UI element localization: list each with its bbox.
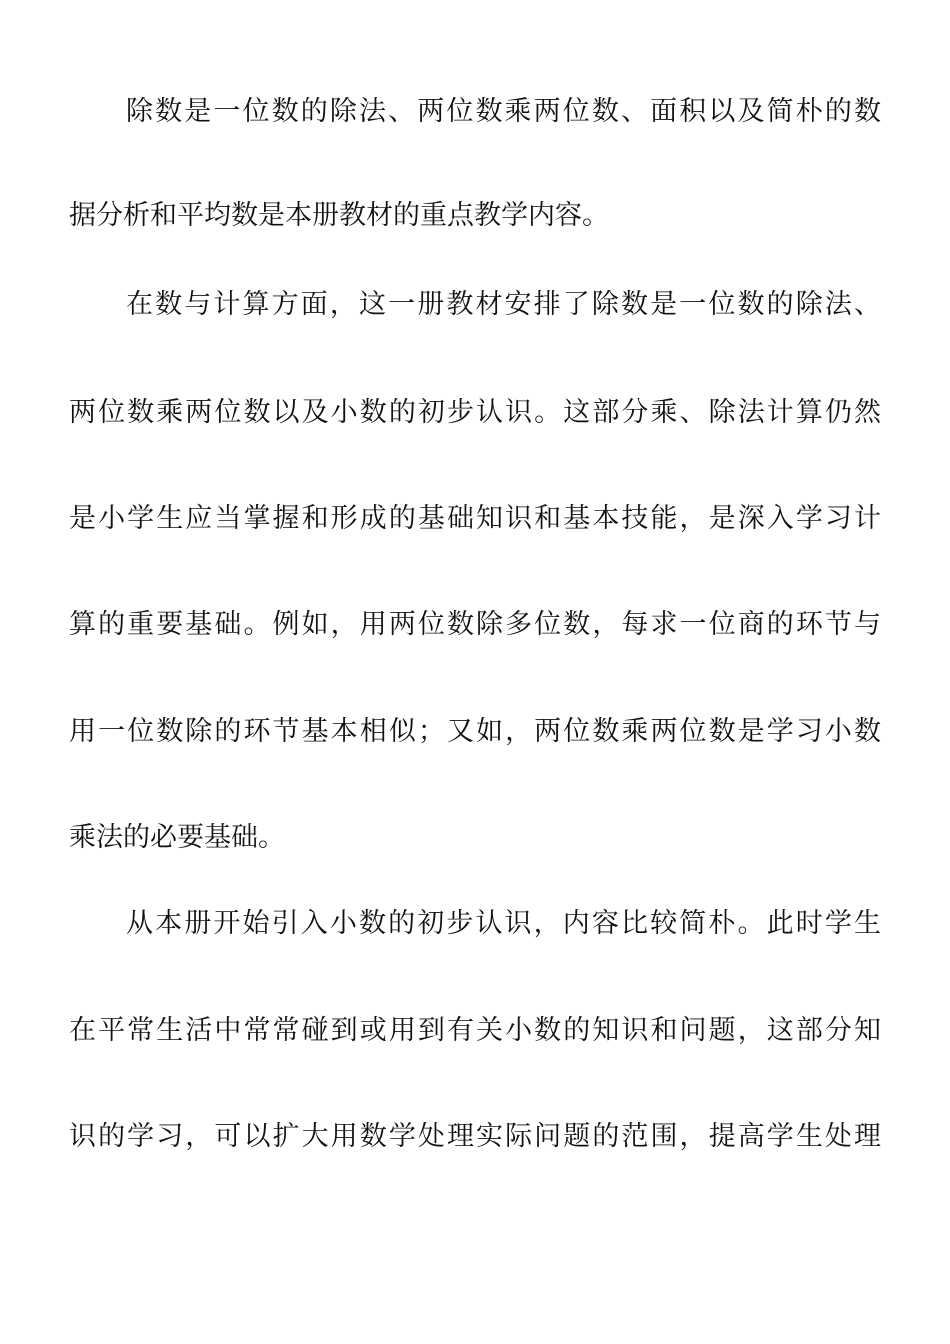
paragraph-line: 从本册开始引入小数的初步认识，内容比较简朴。此时学生 bbox=[126, 908, 881, 939]
paragraph-line: 乘法的必要基础。 bbox=[69, 822, 285, 853]
paragraph-line: 在数与计算方面，这一册教材安排了除数是一位数的除法、 bbox=[126, 289, 881, 320]
paragraph-line: 除数是一位数的除法、两位数乘两位数、面积以及简朴的数 bbox=[126, 96, 881, 127]
paragraph-line: 是小学生应当掌握和形成的基础知识和基本技能，是深入学习计 bbox=[69, 503, 881, 534]
paragraph-line: 识的学习，可以扩大用数学处理实际问题的范围，提高学生处理 bbox=[69, 1121, 881, 1152]
paragraph-line: 据分析和平均数是本册教材的重点教学内容。 bbox=[69, 200, 609, 231]
paragraph-line: 算的重要基础。例如，用两位数除多位数，每求一位商的环节与 bbox=[69, 609, 881, 640]
paragraph-line: 在平常生活中常常碰到或用到有关小数的知识和问题，这部分知 bbox=[69, 1015, 881, 1046]
paragraph-line: 两位数乘两位数以及小数的初步认识。这部分乘、除法计算仍然 bbox=[69, 397, 881, 428]
paragraph-line: 用一位数除的环节基本相似；又如，两位数乘两位数是学习小数 bbox=[69, 716, 881, 747]
